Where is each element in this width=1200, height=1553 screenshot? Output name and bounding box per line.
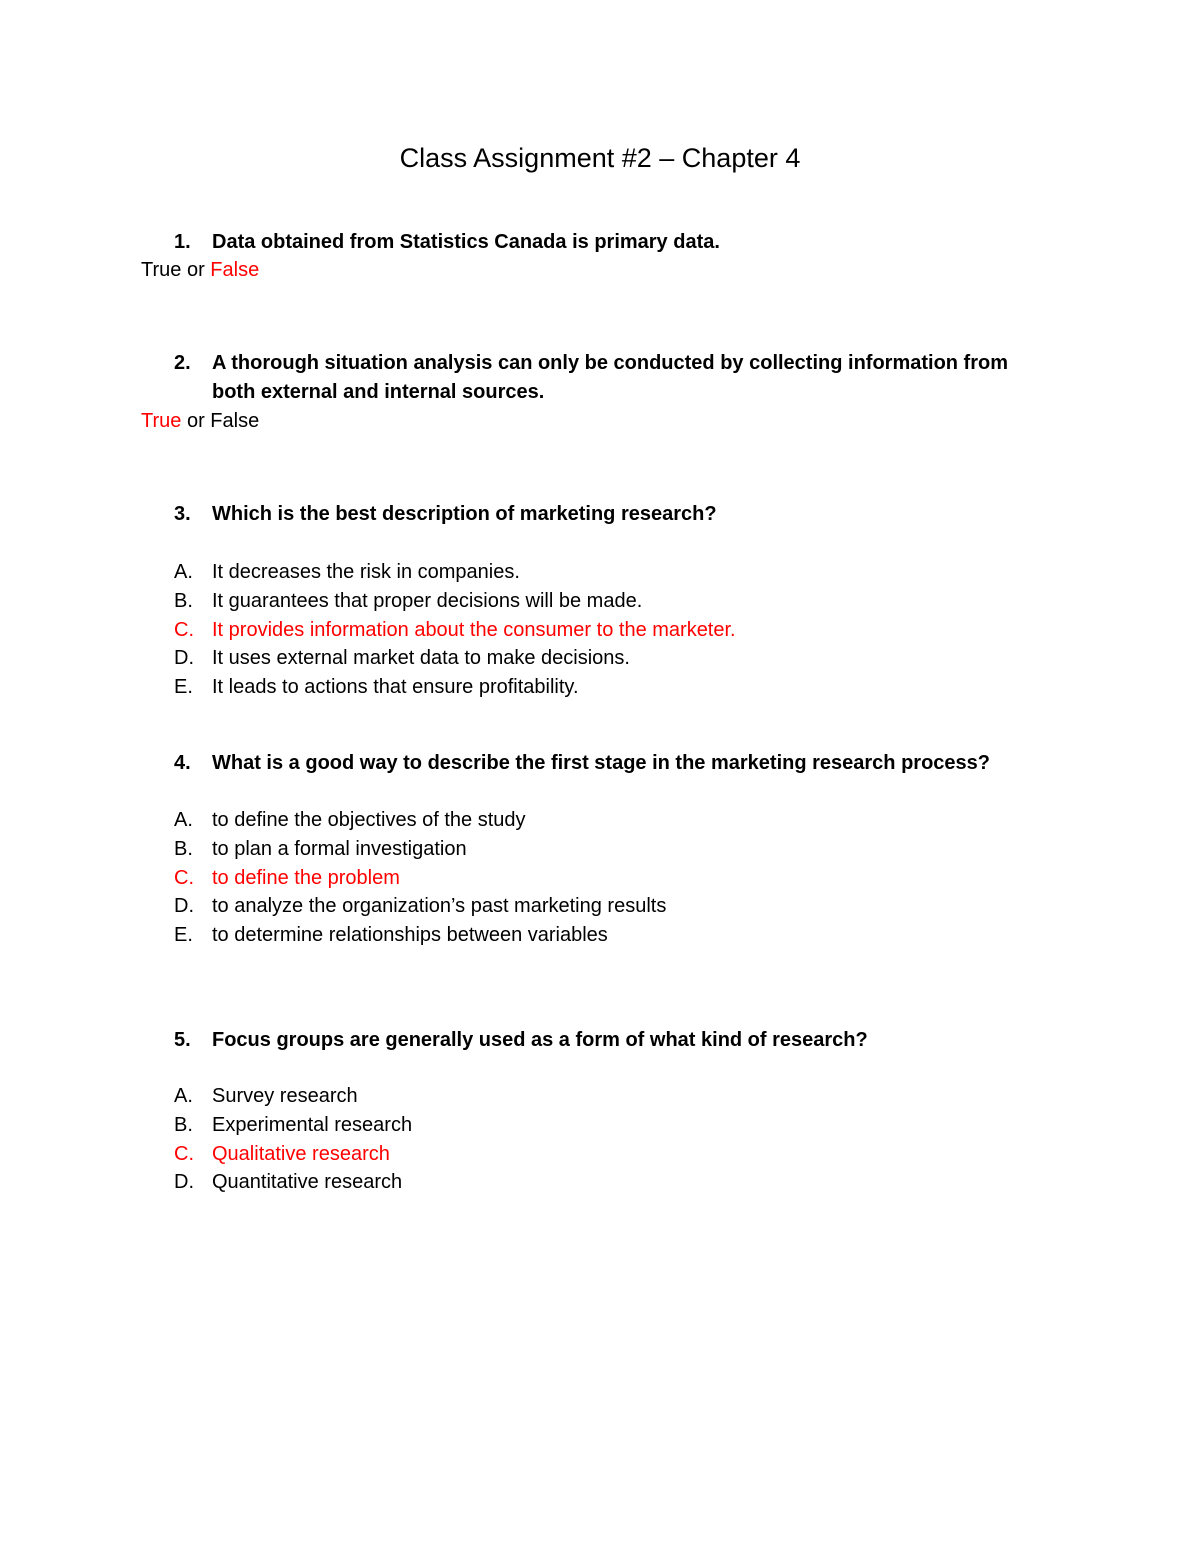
question-1 bbox=[174, 228, 1054, 257]
option-b bbox=[174, 835, 666, 864]
question-text: Focus groups are generally used as a form of what kind of research? bbox=[212, 1029, 868, 1051]
or-separator: or bbox=[181, 410, 211, 432]
option-text: It guarantees that proper decisions will be made. bbox=[212, 589, 643, 612]
option-text: to define the problem bbox=[212, 866, 400, 889]
option-c-correct bbox=[174, 616, 736, 645]
question-number: 2. bbox=[174, 352, 191, 374]
option-d bbox=[174, 1168, 412, 1197]
option-letter: C. bbox=[174, 866, 194, 889]
options-list-5 bbox=[174, 1082, 412, 1197]
question-text: What is a good way to describe the first stage in the marketing research process? bbox=[212, 752, 990, 774]
option-text: Quantitative research bbox=[212, 1171, 403, 1194]
true-option-selected: True bbox=[141, 410, 182, 432]
option-letter: A. bbox=[174, 1085, 193, 1107]
option-a bbox=[174, 558, 736, 587]
option-b bbox=[174, 587, 736, 616]
option-letter: D. bbox=[174, 647, 194, 670]
question-number: 3. bbox=[174, 503, 191, 525]
option-b bbox=[174, 1111, 412, 1140]
question-number: 4. bbox=[174, 752, 191, 774]
options-list-3 bbox=[174, 558, 736, 702]
or-separator: or bbox=[181, 259, 211, 281]
option-letter: B. bbox=[174, 1113, 193, 1136]
question-4 bbox=[174, 749, 1054, 778]
question-2 bbox=[174, 349, 1054, 407]
option-letter: C. bbox=[174, 618, 194, 641]
question-text: A thorough situation analysis can only be conducted by collecting information from both external and internal sources. bbox=[212, 352, 1008, 403]
true-false-answer-1 bbox=[141, 256, 259, 285]
option-letter: D. bbox=[174, 895, 194, 918]
option-d bbox=[174, 892, 666, 921]
question-text: Data obtained from Statistics Canada is primary data. bbox=[212, 231, 720, 253]
option-letter: C. bbox=[174, 1142, 194, 1165]
true-option: True bbox=[141, 259, 182, 281]
option-text: Qualitative research bbox=[212, 1142, 390, 1165]
option-text: Survey research bbox=[212, 1085, 358, 1107]
question-number: 1. bbox=[174, 231, 191, 253]
option-e bbox=[174, 921, 666, 950]
question-3 bbox=[174, 500, 1054, 529]
option-text: It decreases the risk in companies. bbox=[212, 561, 520, 583]
option-a bbox=[174, 806, 666, 835]
option-text: It uses external market data to make decisions. bbox=[212, 647, 630, 670]
option-letter: B. bbox=[174, 589, 193, 612]
option-c-correct bbox=[174, 864, 666, 893]
option-text: It leads to actions that ensure profitability. bbox=[212, 676, 579, 699]
option-letter: D. bbox=[174, 1171, 194, 1194]
option-text: to determine relationships between variables bbox=[212, 924, 608, 947]
document-title: Class Assignment #2 – Chapter 4 bbox=[399, 143, 801, 173]
option-letter: A. bbox=[174, 809, 193, 831]
question-5 bbox=[174, 1026, 1054, 1055]
question-text: Which is the best description of marketing research? bbox=[212, 503, 717, 525]
option-text: to define the objectives of the study bbox=[212, 809, 526, 831]
option-text: to plan a formal investigation bbox=[212, 837, 467, 860]
option-letter: E. bbox=[174, 676, 193, 699]
question-number: 5. bbox=[174, 1029, 191, 1051]
option-a bbox=[174, 1082, 412, 1111]
option-e bbox=[174, 673, 736, 702]
false-option-selected: False bbox=[210, 259, 260, 281]
option-letter: B. bbox=[174, 837, 193, 860]
false-option: False bbox=[210, 410, 260, 432]
option-letter: A. bbox=[174, 561, 193, 583]
option-c-correct bbox=[174, 1140, 412, 1169]
option-text: Experimental research bbox=[212, 1113, 413, 1136]
true-false-answer-2 bbox=[141, 407, 259, 436]
option-d bbox=[174, 644, 736, 673]
options-list-4 bbox=[174, 806, 666, 950]
option-text: It provides information about the consumer to the marketer. bbox=[212, 618, 736, 641]
option-text: to analyze the organization’s past marketing results bbox=[212, 895, 667, 918]
option-letter: E. bbox=[174, 924, 193, 947]
